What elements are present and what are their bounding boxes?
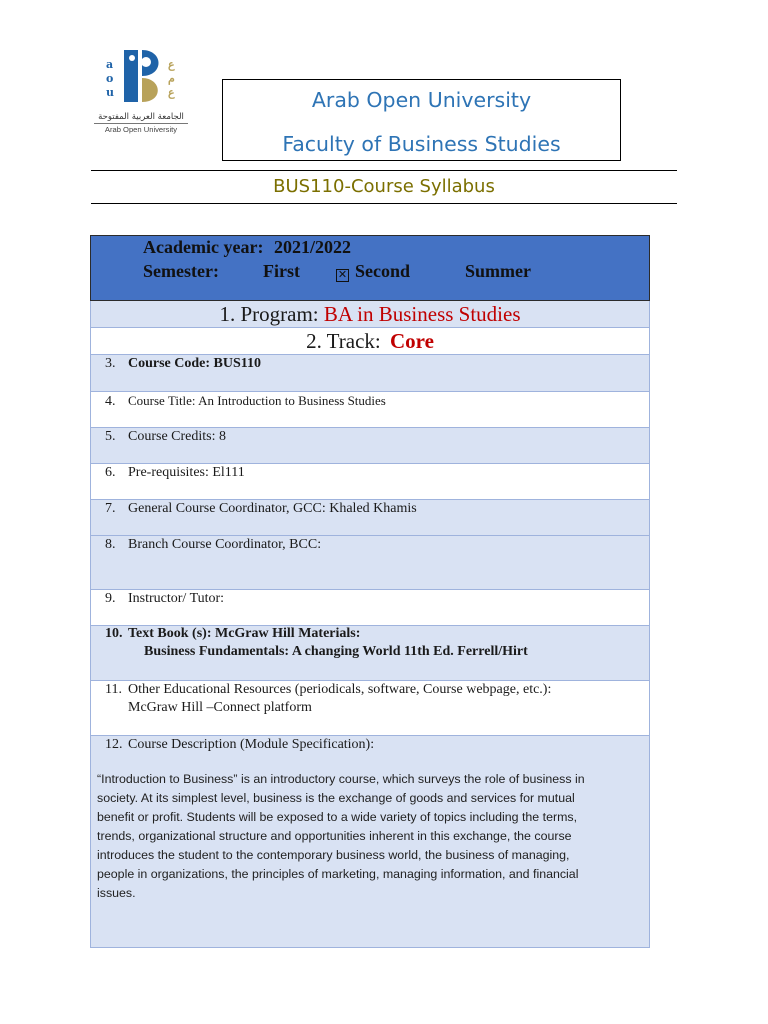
semester-option-first: First (263, 261, 300, 281)
row-number: 11. (105, 682, 122, 697)
description-label: Course Description (Module Specification): (128, 737, 375, 752)
row-number: 7. (105, 501, 116, 516)
instructor: Instructor/ Tutor: (128, 591, 225, 606)
track-label: 2. Track: (306, 329, 381, 353)
svg-text:ع: ع (168, 86, 175, 99)
svg-text:ع: ع (168, 58, 175, 71)
academic-year-row (143, 237, 351, 258)
document-title: BUS110-Course Syllabus (273, 176, 495, 197)
row-number: 6. (105, 465, 116, 480)
description-line: introduces the student to the contemporary business world, the business of managing, (97, 848, 570, 862)
track-value: Core (390, 329, 434, 353)
logo-arabic-text: الجامعة العربية المفتوحة (98, 112, 184, 122)
semester-option-second (336, 261, 410, 282)
resources-row (90, 681, 650, 736)
textbook-row (90, 626, 650, 681)
aou-logo-icon (94, 46, 188, 106)
row-number: 8. (105, 537, 116, 552)
description-line: benefit or profit. Students will be exposed to a wide variety of topics including the terms, (97, 810, 578, 824)
gcc: General Course Coordinator, GCC: Khaled Khamis (128, 501, 417, 516)
semester-label: Semester: (143, 261, 219, 281)
semester-option-summer: Summer (465, 261, 531, 281)
program-row (90, 301, 650, 328)
course-title: Course Title: An Introduction to Business Studies (128, 393, 386, 408)
description-line: society. At its simplest level, business is the exchange of goods and services for mutual (97, 791, 575, 805)
header-box (222, 79, 621, 161)
course-credits-row (90, 428, 650, 464)
course-code: Course Code: BUS110 (128, 356, 262, 371)
university-logo (94, 46, 188, 142)
description-line: issues. (97, 886, 136, 900)
description-line: “Introduction to Business” is an introductory course, which surveys the role of business in (97, 772, 585, 786)
svg-text:u: u (106, 86, 114, 99)
gcc-row (90, 500, 650, 536)
row-number: 4. (105, 394, 116, 409)
course-code-row (90, 355, 650, 392)
row-number: 12. (105, 737, 123, 752)
textbook-line1: Text Book (s): McGraw Hill Materials: (128, 626, 361, 641)
university-name: Arab Open University (311, 88, 532, 112)
description-line: people in organizations, the principles of marketing, managing information, and financial (97, 867, 579, 881)
program-value: BA in Business Studies (323, 302, 521, 326)
faculty-name: Faculty of Business Studies (282, 132, 561, 156)
svg-text:م: م (168, 72, 175, 85)
svg-text:o: o (106, 72, 114, 85)
row-number: 10. (105, 626, 123, 641)
academic-year-value: 2021/2022 (273, 237, 351, 257)
bcc-text: Branch Course Coordinator, BCC: (128, 537, 322, 552)
row-number: 5. (105, 429, 116, 444)
description-row (90, 736, 650, 948)
track-row (90, 328, 650, 355)
checked-box-icon: ✕ (337, 268, 348, 281)
resources-line1: Other Educational Resources (periodicals, software, Course webpage, etc.): (128, 682, 552, 697)
semester-header (90, 235, 650, 301)
row-number: 9. (105, 591, 116, 606)
instructor-row (90, 590, 650, 626)
prerequisites: Pre-requisites: El111 (128, 465, 245, 480)
program-label: 1. Program: (219, 302, 319, 326)
bcc-row-shade (90, 536, 650, 590)
description-line: trends, organizational structure and opportunities inherent in this exchange, the course (97, 829, 572, 843)
course-title-row (90, 392, 650, 428)
row-number: 3. (105, 356, 116, 371)
description-text (97, 770, 645, 903)
resources-line2: McGraw Hill –Connect platform (128, 700, 312, 715)
svg-text:a: a (106, 58, 114, 71)
semester-second-label: Second (355, 261, 411, 281)
course-credits: Course Credits: 8 (128, 429, 226, 444)
logo-english-text: Arab Open University (94, 123, 188, 134)
divider-top (91, 170, 677, 171)
textbook-line2: Business Fundamentals: A changing World 11th Ed. Ferrell/Hirt (144, 644, 528, 659)
divider-bottom (91, 203, 677, 204)
academic-year-label: Academic year: (143, 237, 264, 257)
prerequisites-row (90, 464, 650, 500)
